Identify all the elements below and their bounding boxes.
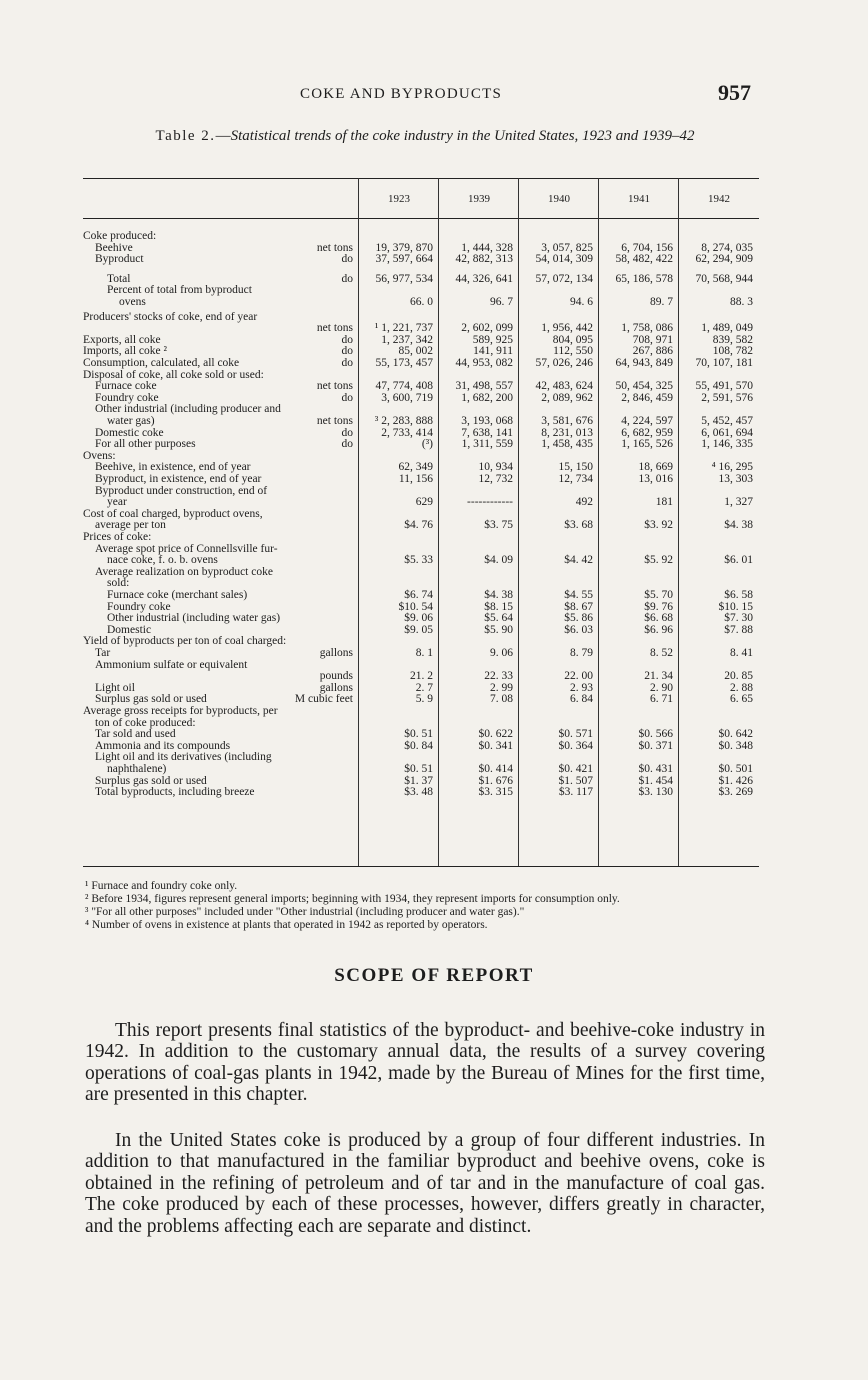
table-cell: 112, 550 [553,345,593,358]
table-cell: 1, 311, 559 [461,438,513,451]
row-unit: do [341,391,353,404]
table-row [83,296,759,308]
table-cell: 108, 782 [712,345,753,358]
table-cell: $10. 54 [398,600,433,613]
table-cell: 8, 231, 013 [541,426,593,439]
row-label: Total byproducts, including breeze [95,786,255,799]
table-cell: 20. 85 [724,670,753,683]
table-cell: 2. 90 [650,681,673,694]
table-cell: $6. 74 [404,589,433,601]
row-label: Ammonia and its compounds [95,739,231,752]
table-cell: 2, 733, 414 [381,426,433,439]
table-cell: 22. 00 [564,670,593,683]
column-header-year: 1923 [388,193,410,205]
row-label: Coke produced: [83,230,157,242]
row-unit: do [341,253,353,266]
body-paragraph: In the United States coke is produced by a group of four different industries. In addition to that manufactured in the familiar byproduct and beehive ovens, coke is obtained in the refining of petroleum and of tar and in the manufacture of coal gas. The coke produced by each of these processes, however, differs greatly in character, and the problems affecting each are separate and distinct. [85,1129,765,1237]
table-cell: 89. 7 [650,296,673,308]
footnote-4: ⁴ Number of ovens in existence at plants that operated in 1942 as reported by operators. [85,919,488,931]
table-cell: $0. 364 [558,739,593,752]
table-cell: $0. 341 [478,739,513,752]
footnote-2: ² Before 1934, figures represent general imports; beginning with 1934, they represent imports for consumption only. [85,893,620,905]
table-row [83,659,759,671]
row-label: Producers' stocks of coke, end of year [83,310,258,323]
running-head: COKE AND BYPRODUCTS [300,86,502,102]
row-label: Light oil and its derivatives (including [95,751,272,764]
row-label: Byproduct [95,253,144,266]
table-cell: 47, 774, 408 [375,380,433,393]
table-cell: 56, 977, 534 [375,272,433,285]
footnote-3: ³ "For all other purposes" included under "Other industrial (including producer and water gas)." [85,906,525,918]
table-row [83,740,759,752]
table-cell: 629 [415,496,433,509]
table-cell: 1, 444, 328 [461,241,513,254]
table-row [83,612,759,624]
table-cell: $0. 51 [404,763,433,775]
table-cell: $6. 96 [644,623,673,636]
table-cell: 6, 682, 959 [621,426,673,439]
table-cell: $0. 501 [718,763,753,775]
table-bottom-rule [83,866,759,867]
table-cell: $1. 426 [718,774,753,787]
table-row [83,589,759,601]
table-row [83,670,759,682]
row-label: For all other purposes [95,438,196,451]
table-cell: $3. 117 [558,786,593,799]
row-label: Other industrial (including producer and [95,403,281,416]
table-cell: 96. 7 [490,296,513,308]
table-cell: 804, 095 [552,333,593,346]
row-label: naphthalene) [107,763,167,775]
column-header-year: 1939 [468,193,490,205]
table-cell: 65, 186, 578 [615,272,673,285]
table-row [83,345,759,357]
table-cell: 2. 7 [415,681,433,694]
row-unit: gallons [319,647,353,659]
table-cell: 2, 846, 459 [621,391,673,404]
table-row [83,242,759,254]
table-cell: 1, 327 [724,496,753,509]
table-cell: 57, 026, 246 [535,357,593,369]
table-cell: 12, 732 [478,473,513,485]
table-row [83,624,759,636]
row-label: Surplus gas sold or used [95,774,207,787]
table-cell: $0. 371 [638,739,673,752]
table-cell: 18, 669 [638,461,673,474]
caption-dash: — [215,128,231,144]
table-row [83,775,759,787]
table-row [83,284,759,296]
table-cell: $4. 55 [564,589,593,601]
table-cell: 62, 349 [398,461,433,474]
row-label: Beehive, in existence, end of year [95,461,251,474]
row-label: Domestic [107,623,152,636]
table-cell: 6. 65 [730,693,753,706]
table-cell: 42, 483, 624 [535,380,593,393]
row-label: average per ton [95,519,166,532]
table-cell: 10, 934 [478,461,513,474]
table-cell: $4. 76 [404,519,433,532]
row-label: Total [107,272,131,285]
table-row [83,682,759,694]
table-cell: 54, 014, 309 [535,253,593,266]
table-cell: 1, 682, 200 [461,391,513,404]
table-cell: 58, 482, 422 [615,253,673,266]
table-cell: $0. 642 [718,728,753,741]
row-label: Other industrial (including water gas) [107,612,281,625]
table-cell: 141, 911 [473,345,513,358]
row-label: Beehive [95,241,133,254]
table-row [83,334,759,346]
table-row [83,786,759,798]
table-cell: $3. 92 [644,519,673,532]
table-cell: 5, 452, 457 [701,415,753,427]
table-cell: $3. 269 [718,786,753,799]
table-cell: 7, 638, 141 [461,426,513,439]
row-unit: net tons [316,322,353,335]
table-cell: (³) [421,438,433,451]
table-cell: 85, 002 [398,345,433,358]
row-label: Furnace coke (merchant sales) [107,589,248,601]
row-unit: do [341,438,353,451]
table-row [83,311,759,323]
table-cell: $3. 315 [478,786,513,799]
table-cell: $4. 38 [484,589,513,601]
section-heading: SCOPE OF REPORT [334,965,534,986]
row-label: Foundry coke [107,600,171,613]
table-row [83,392,759,404]
table-cell: $5. 70 [644,589,673,601]
table-cell: 4, 224, 597 [621,415,673,427]
table-cell: 3, 057, 825 [541,241,593,254]
table-cell: 62, 294, 909 [695,253,753,266]
footnote-1: ¹ Furnace and foundry coke only. [85,880,238,892]
body-paragraph: This report presents final statistics of the byproduct- and beehive-coke industry in 1942. In addition to the customary annual data, the results of a survey covering operations of coal-gas plants in 1942, made by the Bureau of Mines for the first time, are presented in this chapter. [85,1019,765,1105]
table-cell: 2. 99 [490,681,513,694]
table-cell: 2, 089, 962 [541,391,593,404]
column-header-year: 1941 [628,193,650,205]
table-caption [85,128,765,145]
table-cell: 15, 150 [558,461,593,474]
table-cell: 2. 93 [570,681,593,694]
table-cell: 2, 602, 099 [461,322,513,335]
row-label: Cost of coal charged, byproduct ovens, [83,507,263,520]
table-cell: $4. 42 [564,554,593,567]
page-number: 957 [718,80,751,105]
table-cell: $5. 33 [404,554,433,567]
table-cell: 267, 886 [632,345,673,358]
table-cell: $5. 90 [484,623,513,636]
row-label: Ovens: [83,449,116,462]
row-label: water gas) [107,415,155,427]
table-row [83,450,759,462]
table-row [83,253,759,265]
table-cell: 2, 591, 576 [701,391,753,404]
table-cell: $6. 03 [564,623,593,636]
table-cell: $0. 431 [638,763,673,775]
row-unit: do [341,426,353,439]
table-cell: 492 [575,496,593,509]
table-row [83,403,759,415]
table-row [83,647,759,659]
table-cell: 708, 971 [632,333,673,346]
table-row [83,508,759,520]
table-row [83,728,759,740]
column-header-year: 1940 [548,193,570,205]
table-cell: $6. 68 [644,612,673,625]
table-cell: 19, 379, 870 [375,241,433,254]
table-row [83,601,759,613]
table-cell: 21. 34 [644,670,673,683]
row-label: Average gross receipts for byproducts, per [83,705,278,717]
row-label: Prices of coke: [83,531,152,543]
table-cell: 42, 882, 313 [455,253,513,266]
table-cell: 1, 165, 526 [621,438,673,451]
row-label: Furnace coke [95,380,157,393]
row-unit: M cubic feet [294,693,353,706]
row-label: Surplus gas sold or used [95,693,207,706]
row-label: Percent of total from byproduct [107,284,252,297]
row-label: Byproduct under construction, end of [95,484,268,497]
table-cell: 55, 491, 570 [695,380,753,393]
table-cell: 1, 489, 049 [701,322,753,335]
table-label: Table 2. [155,128,216,144]
table-cell: $4. 38 [724,519,753,532]
row-unit: do [341,333,353,346]
table-cell: 94. 6 [570,296,593,308]
table-cell: 1, 237, 342 [381,333,433,346]
table-cell: 6. 71 [650,693,673,706]
table-cell: 6. 84 [570,693,593,706]
table-cell: 6, 704, 156 [621,241,673,254]
table-cell: 8, 274, 035 [701,241,753,254]
row-label: Tar sold and used [95,728,176,741]
row-label: Light oil [95,681,135,694]
table-row [83,415,759,427]
table-row [83,705,759,717]
table-cell: 22. 33 [484,670,513,683]
row-label: Exports, all coke [83,333,161,346]
row-label: Consumption, calculated, all coke [83,357,240,369]
row-unit: do [341,357,353,369]
table-cell: ⁴ 16, 295 [711,461,753,474]
row-label: Ammonium sulfate or equivalent [95,658,248,671]
table-cell: $0. 571 [558,728,593,741]
table-cell: $0. 566 [638,728,673,741]
table-cell: 70, 568, 944 [695,272,753,285]
table-cell: 13, 016 [638,473,673,485]
table-cell: 8. 52 [650,647,673,659]
row-label: Tar [95,647,111,659]
table-row [83,230,759,242]
table-cell: 57, 072, 134 [535,272,593,285]
table-cell: 66. 0 [410,296,433,308]
table-cell: $6. 01 [724,554,753,567]
table-cell: 64, 943, 849 [615,357,673,369]
row-unit: net tons [316,415,353,427]
table-cell: 3, 193, 068 [461,415,513,427]
table-cell: $0. 348 [718,739,753,752]
table-row [83,485,759,497]
table-cell: $1. 507 [558,774,593,787]
table-cell: $3. 75 [484,519,513,532]
table-row [83,635,759,647]
table-cell: $5. 86 [564,612,593,625]
table-cell: 37, 597, 664 [375,253,433,266]
table-cell: 50, 454, 325 [615,380,673,393]
table-cell: 1, 146, 335 [701,438,753,451]
table-row [83,554,759,566]
row-label: Imports, all coke ² [83,345,167,358]
table-cell: $8. 15 [484,600,513,613]
row-label: Average realization on byproduct coke [95,565,273,578]
table-cell: 9. 06 [490,647,513,659]
table-cell: 88. 3 [730,296,753,308]
table-cell: $9. 05 [404,623,433,636]
table-cell: $7. 30 [724,612,753,625]
table-cell: $1. 676 [478,774,513,787]
table-row [83,566,759,578]
table-row [83,380,759,392]
row-label: Yield of byproducts per ton of coal charged: [83,635,287,648]
table-cell: 1, 458, 435 [541,438,593,451]
table-cell: 11, 156 [398,473,433,485]
table-cell: $1. 454 [638,774,673,787]
table-cell: 2. 88 [730,681,753,694]
table-cell: 8. 41 [730,647,753,659]
table-row [83,357,759,369]
table-cell: 1, 956, 442 [541,322,593,335]
header-bottom-rule [83,218,759,219]
table-row [83,751,759,763]
table-cell: 12, 734 [558,473,593,485]
table-cell: $5. 64 [484,612,513,625]
table-cell: 839, 582 [712,333,753,346]
row-label: year [107,496,127,509]
table-row [83,519,759,531]
table-cell: $6. 58 [724,589,753,601]
table-cell: $9. 76 [644,600,673,613]
row-unit: net tons [316,380,353,393]
table-cell: 55, 173, 457 [375,357,433,369]
table-cell: 44, 326, 641 [455,272,513,285]
table-cell: $0. 84 [404,739,433,752]
table-cell: 7. 08 [490,693,513,706]
row-label: ton of coke produced: [95,716,196,729]
table-cell: 8. 79 [570,647,593,659]
row-label: Disposal of coke, all coke sold or used: [83,368,264,381]
row-label: Foundry coke [95,391,159,404]
table-cell: $10. 15 [718,600,753,613]
table-row [83,438,759,450]
row-label: sold: [107,577,130,590]
row-label: ovens [119,296,146,308]
table-cell: 589, 925 [472,333,513,346]
table-row [83,273,759,285]
row-unit: gallons [319,681,353,694]
table-cell: 181 [655,496,673,509]
table-row [83,763,759,775]
table-cell: 8. 1 [415,647,433,659]
table-cell: $0. 421 [558,763,593,775]
table-row [83,369,759,381]
row-unit: net tons [316,241,353,254]
column-header-year: 1942 [708,193,730,205]
table-row [83,473,759,485]
table-cell: 13, 303 [718,473,753,485]
row-unit: do [341,345,353,358]
table-row [83,543,759,555]
table-row [83,322,759,334]
table-top-rule [83,178,759,179]
table-cell: $3. 48 [404,786,433,799]
table-cell: $3. 130 [638,786,673,799]
table-row [83,693,759,705]
table-cell: $0. 51 [404,728,433,741]
table-cell: $0. 622 [478,728,513,741]
table-cell: $9. 06 [404,612,433,625]
table-cell: 70, 107, 181 [695,357,753,369]
table-row [83,427,759,439]
table-row [83,577,759,589]
table-title: Statistical trends of the coke industry in the United States, 1923 and 1939–42 [230,128,695,144]
row-unit: do [341,272,353,285]
table-row [83,496,759,508]
table-cell: $1. 37 [404,774,433,787]
footnotes [85,880,765,932]
table-row [83,717,759,729]
table-cell: 44, 953, 082 [455,357,513,369]
table-row [83,461,759,473]
row-unit: pounds [319,670,353,683]
table-cell: $7. 88 [724,623,753,636]
table-cell: $0. 414 [478,763,513,775]
row-label: Byproduct, in existence, end of year [95,473,262,485]
table-cell: $8. 67 [564,600,593,613]
table-row [83,531,759,543]
table-cell: 6, 061, 694 [701,426,753,439]
table-cell: $5. 92 [644,554,673,567]
table-cell: ¹ 1, 221, 737 [374,322,433,335]
table-cell: ------------ [467,496,513,509]
table-cell: $4. 09 [484,554,513,567]
row-label: Domestic coke [95,426,164,439]
table-cell: 21. 2 [410,670,433,683]
table-cell: 3, 581, 676 [541,415,593,427]
table-cell: $3. 68 [564,519,593,532]
table-cell: ³ 2, 283, 888 [374,415,433,427]
table-cell: 31, 498, 557 [455,380,513,393]
table-cell: 1, 758, 086 [621,322,673,335]
table-cell: 5. 9 [415,693,433,706]
row-label: nace coke, f. o. b. ovens [107,554,218,567]
table-cell: 3, 600, 719 [381,391,433,404]
row-label: Average spot price of Connellsville fur- [95,542,278,555]
